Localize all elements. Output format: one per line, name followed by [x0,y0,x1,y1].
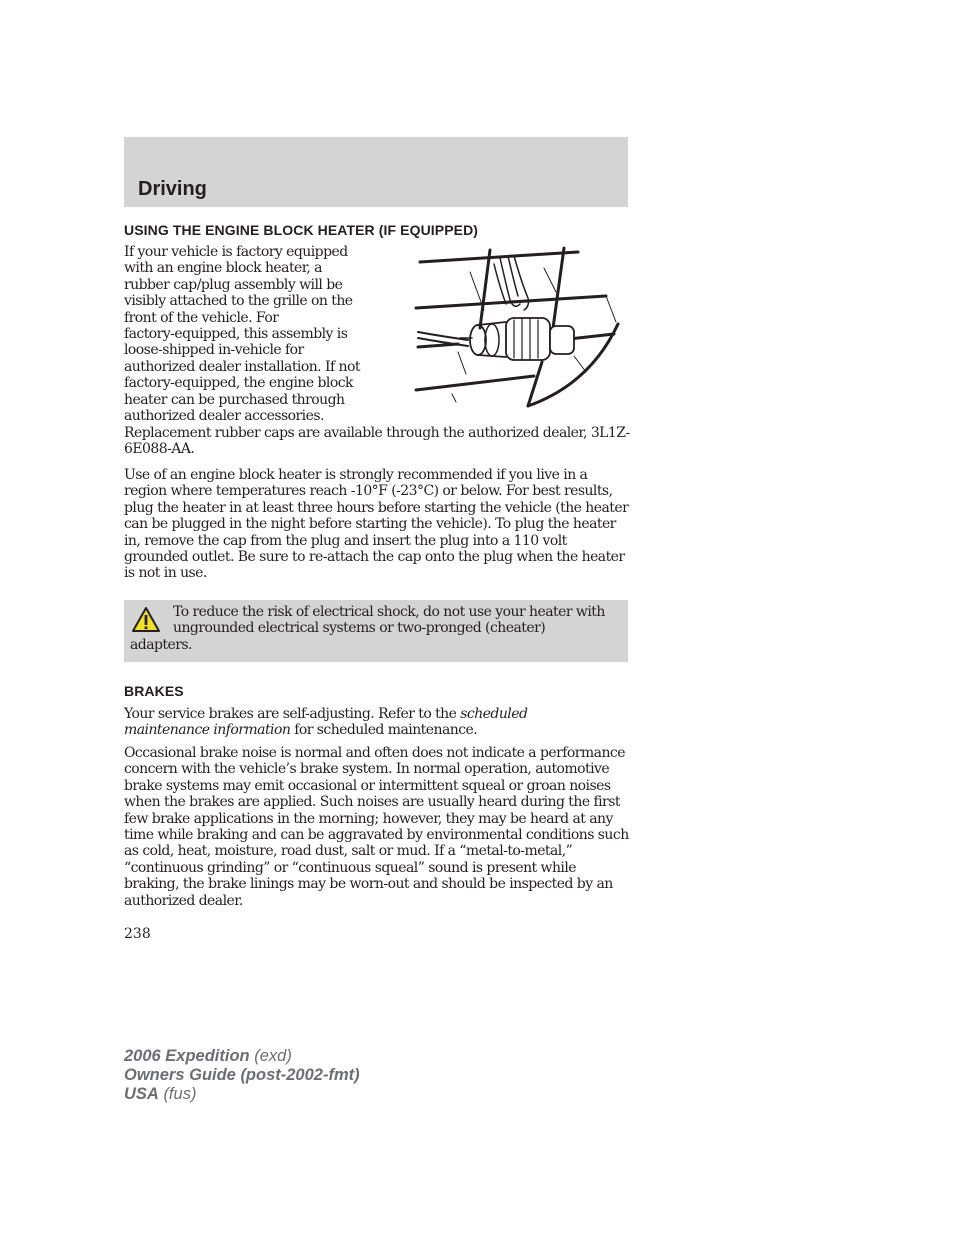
text-line: visibly attached to the grille on the [124,293,353,310]
footer-model-code: (exd) [254,1047,292,1065]
text-line: loose-shipped in-vehicle for [124,342,304,359]
footer-market: USA [124,1085,159,1103]
engine-heater-paragraph-2: Use of an engine block heater is strongly recommended if you live in a region where temperatures reach -10°F (-23°C) or below. For best results, plug the heater in at least three hours before starting the vehicle (the heater can be plugged in the night before starting the vehicle). To plug the heater in, remove the cap from the plug and insert the plug into a 110 volt grounded outlet. Be sure to re-attach the cap onto the plug when the heater is not in use. [124,467,629,582]
page-number: 238 [124,926,151,942]
scheduled-maintenance-reference: scheduled maintenance information [124,706,528,739]
text-line: front of the vehicle. For [124,309,279,326]
text-run: Your service brakes are self-adjusting. Refer to the [124,706,461,722]
text-line: with an engine block heater, a [124,260,322,277]
text-line: If your vehicle is factory equipped [124,244,348,260]
text-line: authorized dealer installation. If not [124,358,360,375]
engine-heater-heading: USING THE ENGINE BLOCK HEATER (IF EQUIPPED) [124,222,479,238]
footer-line-3 [124,1085,360,1104]
document-footer [124,1047,360,1104]
warning-text-content: To reduce the risk of electrical shock, do not use your heater with ungrounded electrical systems or two-pronged (cheater) adapters. [130,604,605,653]
text-line: factory-equipped, the engine block [124,375,353,392]
text-line: heater can be purchased through [124,391,345,408]
brakes-heading: BRAKES [124,683,184,699]
footer-model: 2006 Expedition [124,1047,250,1065]
footer-line-2 [124,1066,360,1085]
engine-block-heater-illustration [410,244,632,410]
engine-heater-paragraph-1 [124,244,374,424]
section-title: Driving [138,178,207,200]
text-line: factory-equipped, this assembly is [124,326,348,343]
text-line: rubber cap/plug assembly will be [124,276,343,293]
footer-market-code: (fus) [163,1085,197,1103]
warning-text [130,604,610,653]
brakes-paragraph-2: Occasional brake noise is normal and often does not indicate a performance concern with the vehicle’s brake system. In normal operation, automotive brake systems may emit occasional or intermittent squeal or groan noises when the brakes are applied. Such noises are usually heard during the first few brake applications in the morning; however, they may be heard at any time while braking and can be aggravated by environmental conditions such as cold, heat, moisture, road dust, salt or mud. If a “metal-to-metal,” “continuous grinding” or “continuous squeal” sound is present while braking, the brake linings may be worn-out and should be inspected by an authorized dealer. [124,745,629,909]
brakes-paragraph-1 [124,706,564,739]
text-run: for scheduled maintenance. [290,722,478,739]
footer-line-1 [124,1047,360,1066]
warning-box [124,600,628,662]
engine-heater-paragraph-1-tail: Replacement rubber caps are available through the authorized dealer, 3L1Z-6E088-AA. [124,425,630,458]
footer-guide: Owners Guide (post-2002-fmt) [124,1066,360,1084]
text-line: authorized dealer accessories. [124,408,324,425]
